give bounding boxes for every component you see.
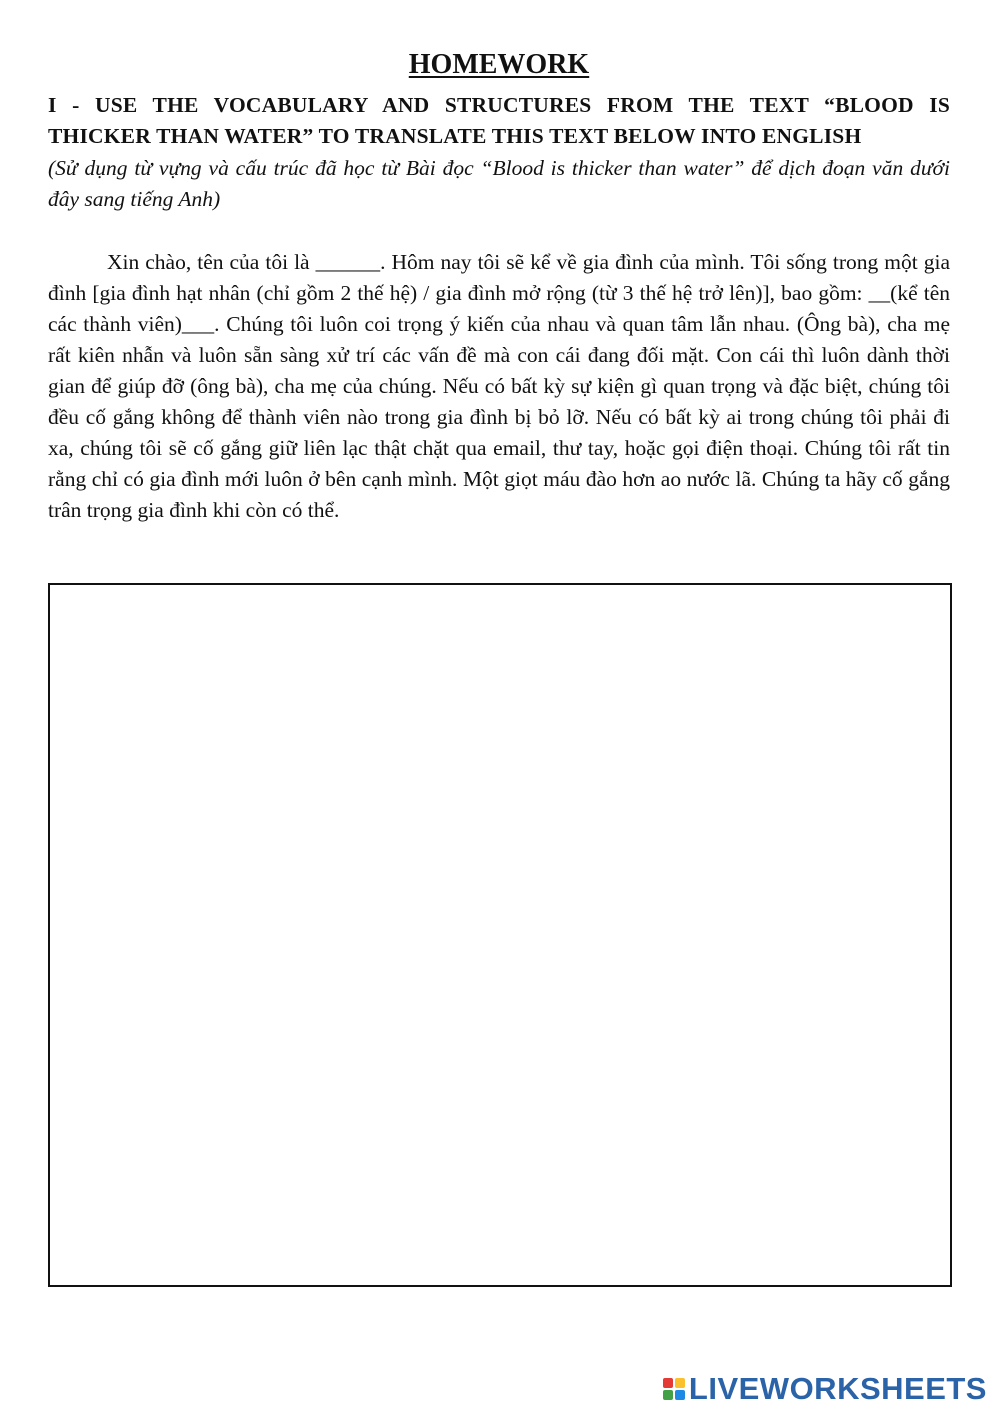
source-paragraph: Xin chào, tên của tôi là ______. Hôm nay tôi sẽ kể về gia đình của mình. Tôi sống trong một gia đình [gia đình hạt nhân (chỉ gồm 2 thế hệ) / gia đình mở rộng (từ 3 thế hệ trở lên)], bao gồm: __(kể tên các thành viên)___. Chúng tôi luôn coi trọng ý kiến của nhau và quan tâm lẫn nhau. (Ông bà), cha mẹ rất kiên nhẫn và luôn sẵn sàng xử trí các vấn đề mà con cái đang đối mặt. Con cái thì luôn dành thời gian để giúp đỡ (ông bà), cha mẹ của chúng. Nếu có bất kỳ sự kiện gì quan trọng và đặc biệt, chúng tôi đều cố gắng không để thành viên nào trong gia đình bị bỏ lỡ. Nếu có bất kỳ ai trong chúng tôi phải đi xa, chúng tôi sẽ cố gắng giữ liên lạc thật chặt qua email, thư tay, hoặc gọi điện thoại. Chúng tôi rất tin rằng chỉ có gia đình mới luôn ở bên cạnh mình. Một giọt máu đào hơn ao nước lã. Chúng ta hãy cố gắng trân trọng gia đình khi còn có thể. [48,250,950,522]
logo-tile-green [663,1390,673,1400]
logo-tile-red [663,1378,673,1388]
liveworksheets-logo [663,1373,987,1404]
page-title: HOMEWORK [408,49,590,80]
liveworksheets-logo-icon [663,1378,685,1400]
logo-tile-blue [675,1390,685,1400]
instruction-subtitle: (Sử dụng từ vựng và cấu trúc đã học từ Bài đọc “Blood is thicker than water” để dịch đoạn văn dưới đây sang tiếng Anh) [48,156,950,211]
worksheet-content [48,46,950,526]
section-heading-line-2: THICKER THAN WATER” TO TRANSLATE THIS TEXT BELOW INTO ENGLISH [48,124,862,148]
logo-tile-yellow [675,1378,685,1388]
section-heading-line-1: I - USE THE VOCABULARY AND STRUCTURES FROM THE TEXT “BLOOD IS [48,93,950,117]
section-heading [48,90,950,152]
logo-text: LIVEWORKSHEETS [688,1371,987,1406]
answer-box[interactable] [48,583,952,1287]
